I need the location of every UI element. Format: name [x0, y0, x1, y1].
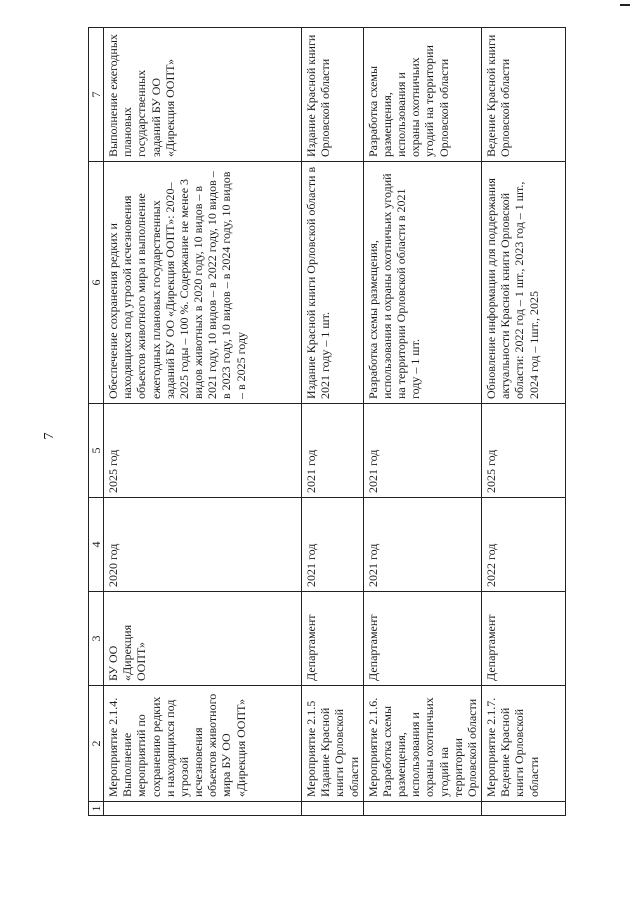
header-cell-7: 7 [89, 28, 104, 162]
header-row [89, 28, 104, 816]
row-number-cell [104, 802, 302, 816]
start-year-cell: 2021 год [302, 498, 364, 592]
expected-result-cell: Разработка схемы размещения, использования и охраны охотничьих угодий на территории Орловской области в 2021 году – 1 шт. [363, 162, 481, 404]
main-directions-cell: Разработка схемы размещения, использования и охраны охотничьих угодий на территории Орловской области [363, 28, 481, 162]
main-directions-cell: Выполнение ежегодных плановых государственных заданий БУ ОО «Дирекция ООПТ» [104, 28, 302, 162]
corner-mark [620, 4, 630, 6]
table-row [363, 28, 481, 816]
start-year-cell: 2022 год [482, 498, 566, 592]
executor-cell: Департамент [302, 592, 364, 686]
row-number-cell [482, 802, 566, 816]
expected-result-cell: Обновление информации для поддержания актуальности Красной книги Орловской области: 2022 год – 1 шт., 2023 год – 1 шт., 2024 год – 1шт., 2025 [482, 162, 566, 404]
expected-result-cell: Издание Красной книги Орловской области в 2021 году – 1 шт. [302, 162, 364, 404]
header-cell-2: 2 [89, 686, 104, 802]
measure-name-cell: Мероприятие 2.1.6. Разработка схемы размещения, использования и охраны охотничьих угодий на территории Орловской области [363, 686, 481, 802]
row-number-cell [363, 802, 481, 816]
start-year-cell: 2021 год [363, 498, 481, 592]
table-row [302, 28, 364, 816]
end-year-cell: 2025 год [104, 404, 302, 498]
end-year-cell: 2021 год [302, 404, 364, 498]
end-year-cell: 2021 год [363, 404, 481, 498]
header-cell-1: 1 [89, 802, 104, 816]
measure-name-cell: Мероприятие 2.1.5 Издание Красной книги Орловской области [302, 686, 364, 802]
executor-cell: Департамент [363, 592, 481, 686]
header-cell-6: 6 [89, 162, 104, 404]
main-directions-cell: Издание Красной книги Орловской области [302, 28, 364, 162]
table-row [104, 28, 302, 816]
row-number-cell [302, 802, 364, 816]
executor-cell: БУ ОО «Дирекция ООПТ» [104, 592, 302, 686]
start-year-cell: 2020 год [104, 498, 302, 592]
expected-result-cell: Обеспечение сохранения редких и находящихся под угрозой исчезновения объектов животного мира и выполнение ежегодных плановых государственных заданий БУ ОО «Дирекция ООПТ»: 2020–2025 годы – 100 %. Содержание не менее 3 видов животных в 2020 году, 10 видов – в 2021 году, 10 видов – в 2022 году, 10 видов – в 2023 году, 10 видов – в 2024 году, 10 видов – в 2025 году [104, 162, 302, 404]
rotated-table-container [88, 28, 541, 816]
header-cell-5: 5 [89, 404, 104, 498]
table-row [482, 28, 566, 816]
table-region [88, 28, 541, 816]
main-directions-cell: Ведение Красной книги Орловской области [482, 28, 566, 162]
page-number: 7 [42, 432, 57, 440]
end-year-cell: 2025 год [482, 404, 566, 498]
header-cell-4: 4 [89, 498, 104, 592]
plan-table [88, 27, 566, 816]
measure-name-cell: Мероприятие 2.1.4. Выполнение мероприятий по сохранению редких и находящихся под угрозой исчезновения объектов животного мира БУ ОО «Дирекция ООПТ» [104, 686, 302, 802]
header-cell-3: 3 [89, 592, 104, 686]
executor-cell: Департамент [482, 592, 566, 686]
measure-name-cell: Мероприятие 2.1.7. Ведение Красной книги Орловской области [482, 686, 566, 802]
